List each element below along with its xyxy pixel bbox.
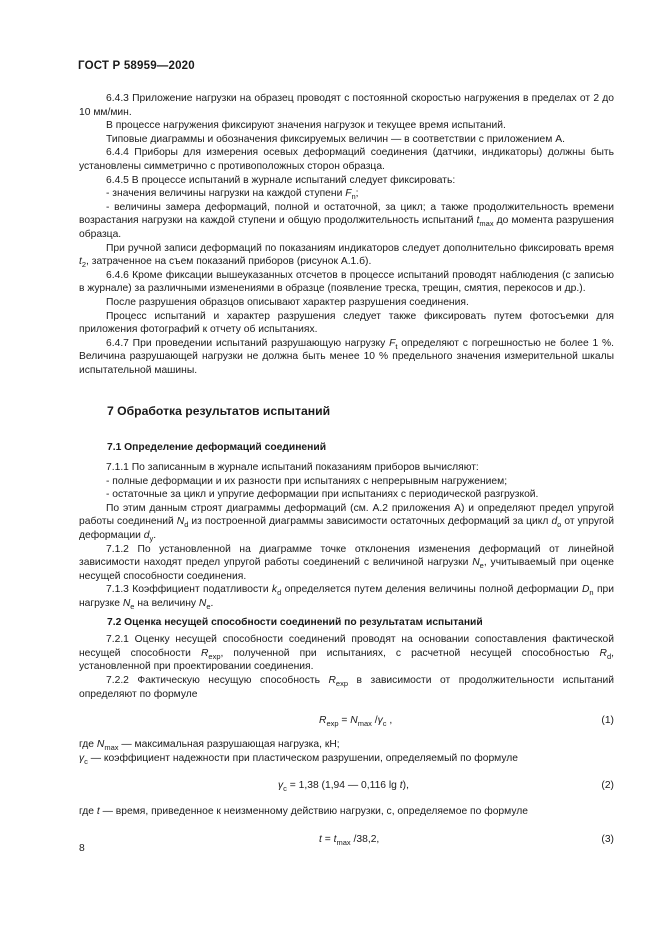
formula-1: [79, 714, 614, 728]
paragraph-7-1-3: 7.1.3 Коэффициент податливости $k_d$ определяется путем деления величины полной деформации $D_n$ при нагрузке $N_e$ на величину $N_e$.: [79, 584, 614, 612]
page-number: 8: [79, 843, 85, 854]
formula-2-number: (2): [601, 780, 614, 792]
paragraph-7-2-2: 7.2.2 Фактическую несущую способность $R_{exp}$ в зависимости от продолжительности испытаний определяют по формуле: [79, 674, 614, 700]
paragraph-6-4-6: 6.4.6 Кроме фиксации вышеуказанных отсчетов в процессе испытаний проводят наблюдения (с записью в журнале) за различными изменениями в образце (появление треска, трещин, смятия, перекосов и др.).: [79, 269, 614, 295]
paragraph-7-1-1: 7.1.1 По записанным в журнале испытаний показаниям приборов вычисляют:: [106, 462, 479, 474]
document-header: ГОСТ Р 58959—2020: [78, 60, 195, 72]
paragraph-6-4-5: 6.4.5 В процессе испытаний в журнале испытаний следует фиксировать:: [106, 174, 456, 186]
document-body: [79, 92, 614, 847]
paragraph-7-2-1: 7.2.1 Оценку несущей способности соединений проводят на основании сопоставления фактической несущей способности $R_{exp}$, полученной при испытаниях, с расчетной несущей способностью $R_d$, установленной при проектировании соединения.: [79, 634, 615, 673]
list-item: - значения величины нагрузки на каждой ступени $F_n$;: [106, 188, 359, 202]
formula-1-where-n: где $N_{max}$ — максимальная разрушающая нагрузка, кН;: [79, 739, 340, 753]
paragraph-7-1-2: 7.1.2 По установленной на диаграмме точке отклонения изменения деформаций от линейной зависимости находят предел упругой работы соединений с величиной нагрузки $N_e$, учитываемый при оценке несущей способности соединения.: [79, 543, 614, 582]
formula-1-where-gamma: $\gamma_c$ — коэффициент надежности при пластическом разрушении, определяемый по формуле: [79, 752, 519, 766]
formula-2-expression: $\gamma_c = 1,38$ (1,94 — 0,116 lg t),: [278, 780, 409, 794]
paragraph-6-4-3: 6.4.3 Приложение нагрузки на образец проводят с постоянной скоростью нагружения в пределах от 2 до 10 мм/мин.: [79, 93, 614, 118]
formula-3-expression: $t = t_{max}$ /38,2,: [319, 833, 380, 847]
formula-3: [79, 833, 614, 847]
paragraph-6-4-7: 6.4.7 При проведении испытаний разрушающую нагрузку $F_t$ определяют с погрешностью не более 1 %. Величина разрушающей нагрузки не должна быть менее 10 % предельного значения измерительной шкалы испытательной машины.: [79, 337, 614, 376]
paragraph-6-4-3-c: Типовые диаграммы и обозначения фиксируемых величин — в соответствии с приложением А.: [106, 133, 565, 145]
paragraph-7-1-1-b: По этим данным строят диаграммы деформаций (см. А.2 приложения А) и определяют предел упругой работы соединений $N_d$ из построенной диаграммы зависимости остаточных деформаций за цикл $d_o$ от упругой деформации $d_y$.: [79, 502, 615, 544]
subsection-7-1-title: 7.1 Определение деформаций соединений: [107, 442, 327, 454]
paragraph-manual-record: При ручной записи деформаций по показаниям индикаторов следует дополнительно фиксировать время $t_2$, затраченное на съем показаний приборов (рисунок А.1.б).: [79, 242, 614, 270]
paragraph-6-4-6-b: После разрушения образцов описывают характер разрушения соединения.: [106, 296, 469, 308]
paragraph-6-4-3-b: В процессе нагружения фиксируют значения нагрузок и текущее время испытаний.: [106, 120, 506, 132]
subsection-7-2-title: 7.2 Оценка несущей способности соединений по результатам испытаний: [107, 616, 483, 628]
list-item: - полные деформации и их разности при испытаниях с непрерывным нагружением;: [106, 475, 508, 487]
formula-1-expression: $R_{exp} = N_{max}$ $/\gamma_c$ ,: [319, 715, 393, 729]
list-item: - величины замера деформаций, полной и остаточной, за цикл; а также продолжительность времени возрастания нагрузки на каждой ступени и общую продолжительность испытаний $t_{max}$ до момента разрушения образца.: [79, 201, 614, 240]
formula-2-where-t: где t — время, приведенное к неизменному действию нагрузки, с, определяемое по формуле: [79, 806, 528, 818]
section-7-title: 7 Обработка результатов испытаний: [107, 404, 331, 419]
formula-2: [79, 779, 614, 793]
formula-3-number: (3): [601, 833, 614, 845]
list-item: - остаточные за цикл и упругие деформации при испытаниях с периодической разгрузкой.: [106, 489, 539, 501]
paragraph-6-4-6-c: Процесс испытаний и характер разрушения следует также фиксировать путем фотосъемки для приложения фотографий к отчету об испытаниях.: [79, 310, 614, 336]
formula-1-number: (1): [601, 715, 614, 727]
paragraph-6-4-4: 6.4.4 Приборы для измерения осевых деформаций соединения (датчики, индикаторы) должны быть установлены симметрично с противоположных сторон образца.: [79, 147, 614, 172]
